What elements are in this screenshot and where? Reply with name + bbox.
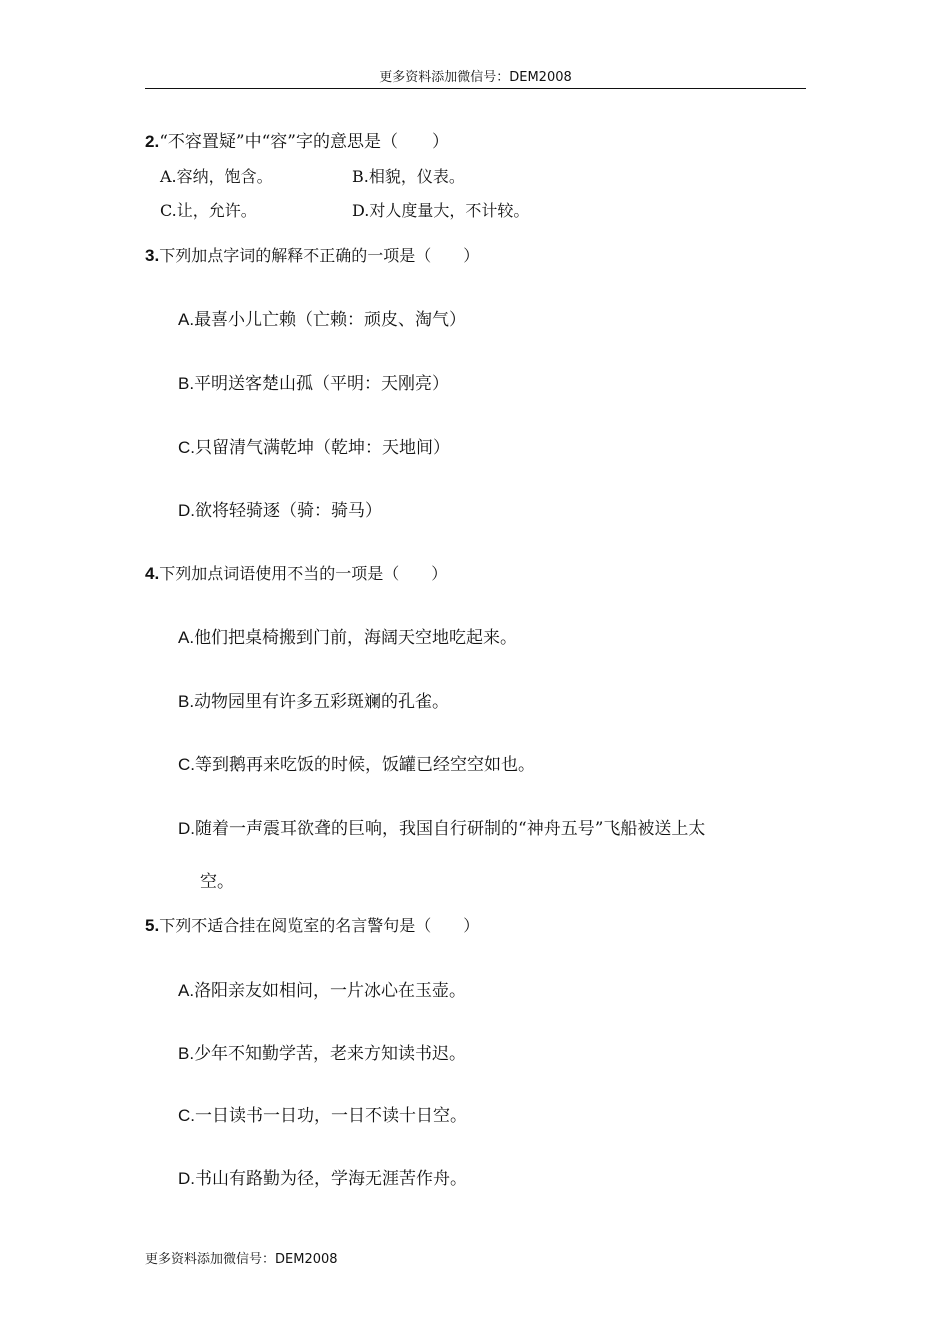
option-letter: A. (178, 981, 195, 1000)
question-5-option-c (178, 1101, 467, 1126)
option-text: 欲将轻骑逐（骑：骑马） (195, 501, 382, 521)
question-4-option-d (178, 814, 705, 839)
question-5-stem (145, 913, 479, 936)
option-text: 一日读书一日功，一日不读十日空。 (195, 1106, 467, 1126)
question-number: 3. (145, 246, 160, 265)
question-2-option-b (352, 164, 465, 187)
page-header: 更多资料添加微信号：DEM2008 (379, 70, 572, 85)
option-letter: A. (178, 310, 195, 329)
option-text: 容纳，饱含。 (176, 167, 273, 186)
question-2-option-c (160, 198, 257, 221)
question-number: 5. (145, 916, 160, 935)
option-text: 平明送客楚山孤（平明：天刚亮） (194, 374, 450, 394)
option-letter: A. (178, 628, 195, 647)
question-number: 4. (145, 564, 160, 583)
option-letter: D. (178, 501, 195, 520)
question-5-option-d (178, 1164, 467, 1189)
option-text: 动物园里有许多五彩斑斓的孔雀。 (194, 692, 450, 712)
header-divider (145, 88, 806, 89)
option-text: 少年不知勤学苦，老来方知读书迟。 (194, 1044, 467, 1064)
question-2-option-d (352, 198, 529, 221)
question-2-option-a (160, 164, 273, 187)
option-text: 只留清气满乾坤（乾坤：天地间） (195, 438, 450, 458)
option-letter: B. (178, 692, 195, 711)
option-letter: D. (178, 819, 195, 838)
question-number: 2. (145, 132, 160, 151)
option-letter: B. (178, 1044, 195, 1063)
option-text: 对人度量大，不计较。 (369, 201, 530, 220)
question-3-option-d (178, 496, 382, 521)
question-5-option-a (178, 976, 466, 1001)
question-text: 下列加点词语使用不当的一项是（ ） (159, 564, 448, 583)
option-text: 随着一声震耳欲聋的巨响，我国自行研制的“神舟五号”飞船被送上太 (195, 819, 706, 839)
question-5-option-b (178, 1039, 466, 1064)
option-text: 最喜小儿亡赖（亡赖：顽皮、淘气） (194, 310, 467, 330)
question-4-option-c (178, 750, 535, 775)
option-letter: D. (178, 1169, 195, 1188)
option-text: 相貌，仪表。 (368, 167, 465, 186)
option-text: 书山有路勤为径，学海无涯苦作舟。 (195, 1169, 467, 1189)
option-letter: D. (352, 201, 370, 220)
option-letter: C. (178, 1106, 195, 1125)
question-4-option-b (178, 687, 449, 712)
question-4-option-d-continuation: 空。 (200, 872, 234, 892)
option-text: 洛阳亲友如相问，一片冰心在玉壶。 (194, 981, 467, 1001)
option-text: 他们把桌椅搬到门前，海阔天空地吃起来。 (194, 628, 518, 648)
option-text: 让，允许。 (176, 201, 257, 220)
question-3-option-c (178, 433, 450, 458)
question-text: “不容置疑”中“容”字的意思是（ ） (159, 132, 449, 152)
question-4-option-a (178, 623, 517, 648)
option-text: 等到鹅再来吃饭的时候，饭罐已经空空如也。 (195, 755, 535, 775)
option-letter: B. (178, 374, 195, 393)
option-letter: C. (178, 438, 195, 457)
question-3-option-b (178, 369, 449, 394)
option-letter: B. (352, 167, 369, 186)
page-footer: 更多资料添加微信号：DEM2008 (145, 1252, 338, 1267)
question-3-stem (145, 243, 479, 266)
question-4-stem (145, 561, 447, 584)
option-letter: C. (178, 755, 195, 774)
option-letter: C. (160, 201, 177, 220)
option-letter: A. (160, 167, 177, 186)
question-3-option-a (178, 305, 466, 330)
question-2-stem (145, 127, 449, 152)
question-text: 下列不适合挂在阅览室的名言警句是（ ） (159, 916, 480, 935)
question-text: 下列加点字词的解释不正确的一项是（ ） (159, 246, 480, 265)
